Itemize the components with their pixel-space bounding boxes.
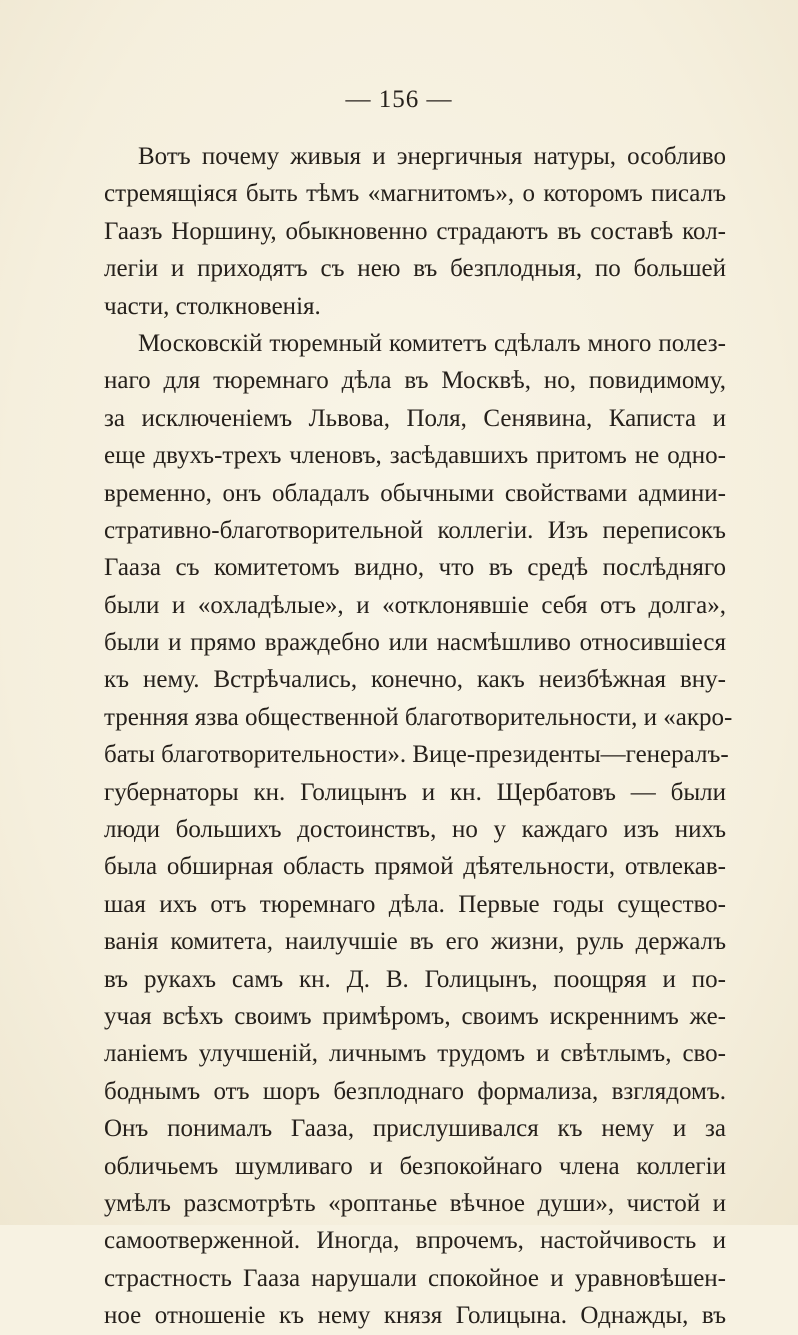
text-line: части, столкновенія. <box>104 292 321 320</box>
text-line: умѣлъ разсмотрѣть «роптанье вѣчное души», чистой и <box>104 1189 726 1217</box>
text-line: боднымъ отъ шоръ безплоднаго формализа, взглядомъ. <box>104 1077 726 1105</box>
text-line: тренняя язва общественной благотворительности, и «акро- <box>104 703 733 731</box>
text-line: самоотверженной. Иногда, впрочемъ, настойчивость и <box>104 1227 726 1255</box>
text-line: Гаазъ Норшину, обыкновенно страдаютъ въ составѣ кол- <box>104 217 726 245</box>
text-line: Гааза съ комитетомъ видно, что въ средѣ послѣдняго <box>104 554 726 582</box>
text-line: обличьемъ шумливаго и безпокойнаго члена коллегіи <box>104 1152 726 1180</box>
text-line: были и прямо враждебно или насмѣшливо относившіеся <box>104 629 726 657</box>
text-line: временно, онъ обладалъ обычными свойствами админи- <box>104 479 726 507</box>
text-line: въ рукахъ самъ кн. Д. В. Голицынъ, поощряя и по- <box>104 965 726 993</box>
text-line: Московскій тюремный комитетъ сдѣлалъ много полез- <box>138 329 726 357</box>
text-line: губернаторы кн. Голицынъ и кн. Щербатовъ — были <box>104 778 726 806</box>
text-line: легіи и приходятъ съ нею въ безплодныя, по большей <box>104 255 726 283</box>
text-line: еще двухъ-трехъ членовъ, засѣдавшихъ притомъ не одно- <box>104 442 726 470</box>
text-line: Вотъ почему живыя и энергичныя натуры, особливо <box>138 143 726 170</box>
paragraph <box>104 325 733 1335</box>
text-line: была обширная область прямой дѣятельности, отвлекав- <box>104 853 726 881</box>
paragraph <box>104 138 726 325</box>
text-line: учая всѣхъ своимъ примѣромъ, своимъ искреннимъ же- <box>104 1002 726 1030</box>
body-text <box>104 138 733 1335</box>
text-line: стративно-благотворительной коллегіи. Изъ переписокъ <box>104 516 726 544</box>
page-number: — 156 — <box>345 86 453 113</box>
text-line: къ нему. Встрѣчались, конечно, какъ неизбѣжная вну- <box>104 666 726 694</box>
text-line: ланіемъ улучшеній, личнымъ трудомъ и свѣтлымъ, сво- <box>104 1040 726 1068</box>
text-line: ванія комитета, наилучшіе въ его жизни, руль держалъ <box>104 928 726 956</box>
text-line: баты благотворительности». Вице-президенты—генералъ- <box>104 741 729 769</box>
text-line: были и «охладѣлые», и «отклонявшіе себя отъ долга», <box>104 591 726 619</box>
text-line: Онъ понималъ Гааза, прислушивался къ нему и за <box>104 1115 726 1143</box>
text-line: люди большихъ достоинствъ, но у каждаго изъ нихъ <box>104 816 726 844</box>
text-line: шая ихъ отъ тюремнаго дѣла. Первые годы существо- <box>104 890 726 918</box>
text-line: ное отношеніе къ нему князя Голицына. Однажды, въ <box>104 1302 726 1330</box>
text-line: за исключеніемъ Львова, Поля, Сенявина, Каписта и <box>104 404 726 432</box>
text-line: наго для тюремнаго дѣла въ Москвѣ, но, повидимому, <box>104 367 726 395</box>
text-line: стремящіяся быть тѣмъ «магнитомъ», о которомъ писалъ <box>104 180 726 208</box>
text-line: страстность Гааза нарушали спокойное и уравновѣшен- <box>104 1264 726 1292</box>
